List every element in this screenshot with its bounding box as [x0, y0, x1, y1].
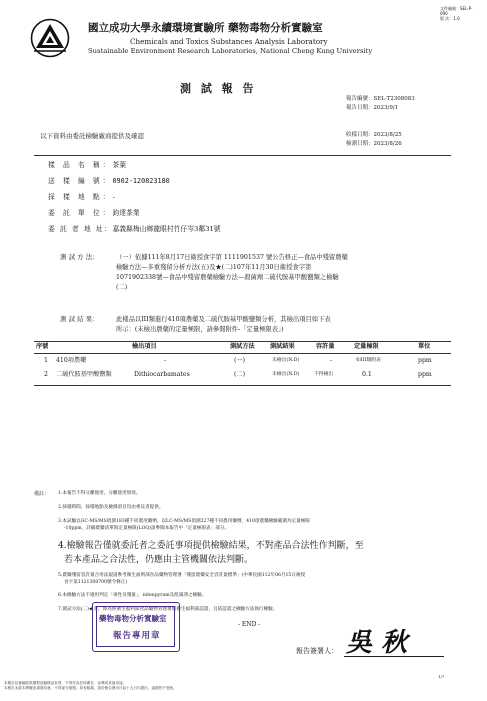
note-3: 3.本試驗以GC-MS/MS偵測183種不同農用藥劑，以LC-MS/MS偵測227種不同農用藥劑，410項農藥檢驗範圍為定量極限 [58, 519, 311, 524]
sample-send-no-value: 0902-120823180 [112, 177, 170, 185]
client-address-value: 嘉義縣梅山鄉龍眼村竹仔岑3鄰31號 [112, 225, 221, 233]
test-method-line: 檢驗方法—多重殘留分析方法(五)及★(二)107年11月30日衛授食字第 [116, 264, 312, 271]
lab-stamp [92, 602, 180, 652]
test-result-text [116, 315, 456, 335]
lab-name-en-1: Chemicals and Toxics Substances Analysis Laboratory [130, 37, 328, 46]
row-no: 1 [44, 357, 48, 364]
test-method-line: 1071902338號—食品中殘留農藥檢驗方法—殺菌劑二硫代胺基甲酸鹽類之檢驗 [116, 274, 339, 281]
col-header-item: 檢出項目 [132, 343, 157, 350]
received-date-label: 收樣日期： [346, 132, 374, 138]
table-row [34, 356, 451, 366]
row-allow: - [330, 357, 333, 364]
table-bottom-rule [34, 385, 451, 386]
note-4-line-1: 4.檢驗報告僅就委託者之委託事項提供檢驗結果，不對產品合法性作判斷，至 [58, 541, 364, 551]
row-result: 未檢出(N.D) [272, 358, 300, 363]
row-item-en: Dithiocarbamates [134, 371, 190, 378]
divider [34, 155, 451, 156]
table-header [34, 342, 451, 352]
report-number-value: SEL-T2308083 [373, 96, 415, 102]
test-method-text [116, 253, 456, 293]
footer-text [4, 681, 483, 691]
sample-send-no-row [48, 177, 170, 186]
test-result-line: 所示：(未檢出農藥的定量極限，請參閱附件-「定量極限表」) [116, 326, 284, 333]
note-7: 7.測試方法(二)★者，係為經衛生福利部食品藥物管理署與衛生福利部認證，且依認證之檢驗方法執行檢驗。 [58, 607, 278, 612]
sample-location-row [48, 193, 115, 202]
client-address-label: 委 託 者 地 址： [48, 225, 113, 233]
disclaimer: 以下資料由委託檢驗廠商提供及確認 [40, 132, 144, 140]
client-unit-value: 鈞達茶業 [112, 209, 140, 217]
signatory-label: 報告簽署人： [296, 647, 338, 655]
note-3-cont: -10ppm，詳細農藥清單與定量極限(LOQ)請參閱本報告中「定量極限表」部分。 [64, 526, 230, 531]
row-unit: ppm [418, 371, 432, 378]
table-header-rule [34, 353, 451, 354]
row-item: 二硫代胺基甲酸鹽類 [56, 371, 112, 378]
sample-send-no-label: 送 樣 編 號： [48, 177, 113, 185]
doc-number: 文件編號：SEL-P-090 [440, 6, 473, 16]
sample-location-value: - [112, 193, 115, 201]
university-logo [30, 18, 70, 58]
sample-name-row [48, 161, 126, 170]
test-date-value: 2023/8/26 [373, 141, 402, 147]
test-method-label: 測 試 方 法： [60, 253, 99, 261]
test-result-line: 此樣品以III類進行410項農藥及二硫代胺基甲酸鹽類分析，其檢出項目如下表 [116, 316, 331, 323]
received-date-value: 2023/8/25 [373, 132, 402, 138]
report-date [346, 105, 398, 112]
doc-version: 版 次：1.0 [440, 16, 460, 21]
footer-line: 本報告未經本實驗室書面同意，不得部分複製。如有疑義，請於報告發出日起十五日內提出，逾期恕不受理。 [4, 686, 177, 690]
table-row [34, 370, 451, 380]
row-allow: 不得檢出 [314, 372, 334, 377]
sample-name-label: 樣 品 名 稱： [48, 161, 113, 169]
signature: 吳 秋 [346, 628, 408, 658]
end-mark: - END - [238, 621, 261, 628]
note-5-cont: 食字第1121300700號令修正) [64, 580, 128, 585]
row-loq: 如III類附表 [356, 358, 381, 363]
row-item: 410項農藥 [56, 357, 87, 364]
report-date-label: 報告日期： [346, 105, 374, 111]
col-header-unit: 單位 [418, 343, 431, 350]
row-loq: 0.1 [362, 371, 372, 378]
report-title: 測 試 報 告 [180, 82, 257, 95]
sample-location-label: 採 樣 地 點： [48, 193, 113, 201]
note-6: 6.本檢驗方法不適用判定「毒性及殘量」，nitenpyram及派滅淨之檢驗。 [58, 593, 207, 598]
col-header-method: 測試方法 [230, 343, 255, 350]
row-no: 2 [44, 371, 48, 378]
footer-line: 本報告及檢驗結果僅對送驗樣品負責，不得作為任何廣告、宣傳或其他用途。 [4, 681, 127, 685]
row-item-en: - [164, 357, 167, 364]
note-5: 5.農藥殘留容許量合用法規請參考衛生福利部食品藥物管理署「殘留農藥安全容許量標準」(中華民國112年06月15日衛授 [58, 573, 306, 578]
lab-name-en-2: Sustainable Environment Research Laboratories, National Cheng Kung University [88, 47, 373, 55]
sample-name-value: 茶葉 [112, 161, 127, 169]
note-1: 1.本報告不得分離使用，分離使用無效。 [58, 491, 141, 496]
signature-line [344, 656, 444, 657]
test-date-label: 檢測日期： [346, 141, 374, 147]
stamp-line-1: 藥物毒物分析實驗室 [99, 614, 167, 623]
col-header-allow: 容許量 [316, 343, 335, 350]
test-method-line: （一）依據111年8月17日衛授食字第 1111901537 號公告修正—食品中殘留農藥 [116, 254, 348, 261]
col-header-loq: 定量極限 [354, 343, 379, 350]
row-method: (一) [234, 357, 246, 364]
page-number: 1/7 [438, 674, 445, 679]
report-number [346, 96, 415, 103]
note-2: 2.採樣時間、採樣地點及檢測項目均由委託者提供。 [58, 505, 164, 510]
lab-name-zh: 國立成功大學永續環境實驗所 藥物毒物分析實驗室 [88, 22, 323, 34]
doc-meta [440, 6, 480, 21]
report-number-label: 報告編號： [346, 96, 374, 102]
notes-label: 備註： [34, 491, 50, 497]
report-date-value: 2023/9/1 [373, 105, 399, 111]
test-method-line: (二) [116, 284, 128, 291]
received-date [346, 132, 402, 139]
col-header-no: 序號 [36, 343, 49, 350]
stamp-line-2: 報告專用章 [113, 631, 161, 641]
row-unit: ppm [418, 357, 432, 364]
row-result: 未檢出(N.D) [272, 372, 300, 377]
row-method: (二) [234, 371, 246, 378]
client-unit-label: 委 託 單 位： [48, 209, 113, 217]
note-4-line-2: 若本產品之合法性，仍應由主管機關依法判斷。 [64, 555, 254, 565]
client-unit-row [48, 209, 140, 218]
test-date [346, 141, 402, 148]
col-header-result: 測試結果 [270, 343, 295, 350]
client-address-row [48, 225, 221, 234]
test-result-label: 測 試 結 果： [60, 315, 99, 323]
